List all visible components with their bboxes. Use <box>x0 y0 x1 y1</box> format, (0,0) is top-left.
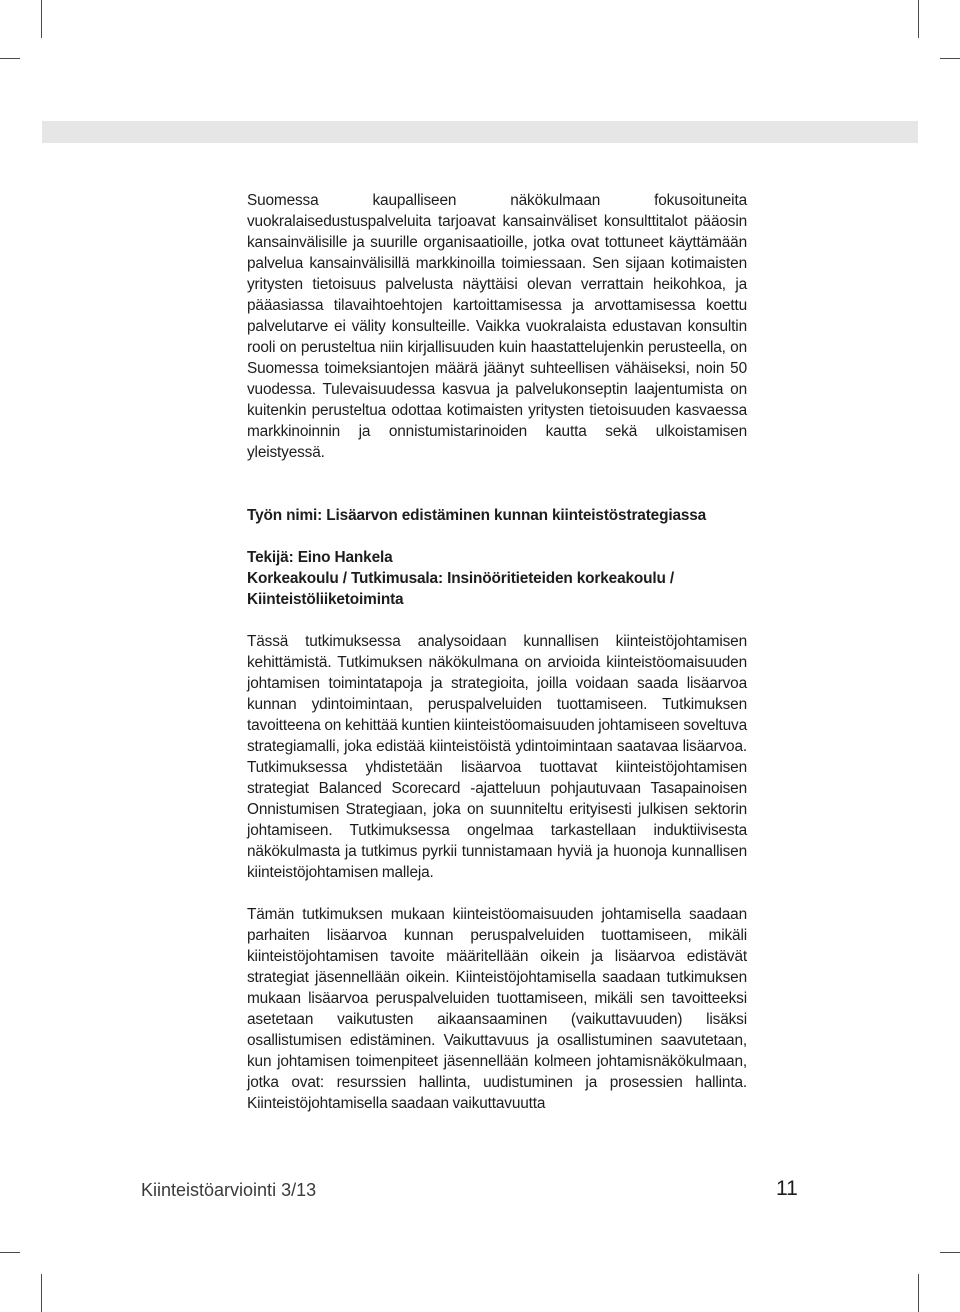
thesis-school: Korkeakoulu / Tutkimusala: Insinööritieteiden korkeakoulu / Kiinteistöliiketoiminta <box>247 570 675 608</box>
page-number: 11 <box>776 1177 798 1200</box>
thesis-author: Tekijä: Eino Hankela <box>247 549 393 566</box>
crop-mark-bottom-left-vertical <box>41 1274 42 1312</box>
abstract-paragraph-1: Tässä tutkimuksessa analysoidaan kunnallisen kiinteistöjohtamisen kehittämistä. Tutkimuksen näkökulmana on arvioida kiinteistöomaisuuden johtamisen toimintatapoja ja strategioita, joilla voidaan saada lisäarvoa kunnan ydintoimintaan, peruspalveluiden tuottamiseen. Tutkimuksen tavoitteena on kehittää kuntien kiinteistöomaisuuden johtamiseen soveltuva strategiamalli, joka edistää kiinteistöistä ydintoimintaan saatavaa lisäarvoa. Tutkimuksessa yhdistetään lisäarvoa tuottavat kiinteistöjohtamisen strategiat Balanced Scorecard -ajatteluun pohjautuvaan Tasapainoisen Onnistumisen Strategiaan, joka on suunniteltu erityisesti julkisen sektorin johtamiseen. Tutkimuksessa ongelmaa tarkastellaan induktiivisesta näkökulmasta ja tutkimus pyrkii tunnistamaan hyviä ja huonoja kunnallisen kiinteistöjohtamisen malleja. <box>247 633 747 881</box>
footer-publication: Kiinteistöarviointi 3/13 <box>141 1180 317 1200</box>
crop-mark-bottom-left-horizontal <box>0 1252 20 1253</box>
crop-mark-top-right-horizontal <box>940 58 960 59</box>
header-band <box>42 121 918 143</box>
crop-mark-top-left-horizontal <box>0 58 20 59</box>
crop-mark-bottom-right-horizontal <box>940 1252 960 1253</box>
intro-paragraph: Suomessa kaupalliseen näkökulmaan fokusoituneita vuokralaisedustuspalveluita tarjoavat kansainväliset konsulttitalot pääosin kansainvälisille ja suurille organisaatioille, jotka ovat tottuneet käyttämään palvelua kansainvälisillä markkinoilla toimiessaan. Sen sijaan kotimaisten yritysten tietoisuus palvelusta näyttäisi olevan verrattain heikohkoa, ja pääasiassa tilavaihtoehtojen kartoittamisessa ja arvottamisessa koettu palvelutarve ei välity konsulteille. Vaikka vuokralaista edustavan konsultin rooli on perusteltua niin kirjallisuuden kuin haastattelujenkin perusteella, on Suomessa toimeksiantojen määrä jäänyt suhteellisen vähäiseksi, noin 50 vuodessa. Tulevaisuudessa kasvua ja palvelukonseptin laajentumista on kuitenkin perusteltua odottaa kotimaisten yritysten tietoisuuden kasvaessa markkinoinnin ja onnistumistarinoiden kautta sekä ulkoistamisen yleistyessä. <box>247 192 747 461</box>
crop-mark-top-right-vertical <box>918 0 919 38</box>
crop-mark-top-left-vertical <box>41 0 42 38</box>
abstract-paragraph-2: Tämän tutkimuksen mukaan kiinteistöomaisuuden johtamisella saadaan parhaiten lisäarvoa kunnan peruspalveluiden tuottamiseen, mikäli kiinteistöjohtamisen tavoite määritellään oikein ja lisäarvoa edistävät strategiat jäsennellään oikein. Kiinteistöjohtamisella saadaan tutkimuksen mukaan lisäarvoa peruspalveluiden tuottamiseen, mikäli sen tavoitteeksi asetetaan vaikutusten aikaansaaminen (vaikuttavuuden) lisäksi osallistumisen edistäminen. Vaikuttavuus ja osallistuminen saavutetaan, kun johtamisen toimenpiteet jäsennellään kolmeen johtamisnäkökulmaan, jotka ovat: resurssien hallinta, uudistuminen ja prosessien hallinta. Kiinteistöjohtamisella saadaan vaikuttavuutta <box>247 906 747 1112</box>
article-body <box>247 190 747 1114</box>
thesis-title: Työn nimi: Lisäarvon edistäminen kunnan kiinteistöstrategiassa <box>247 507 707 524</box>
crop-mark-bottom-right-vertical <box>918 1274 919 1312</box>
